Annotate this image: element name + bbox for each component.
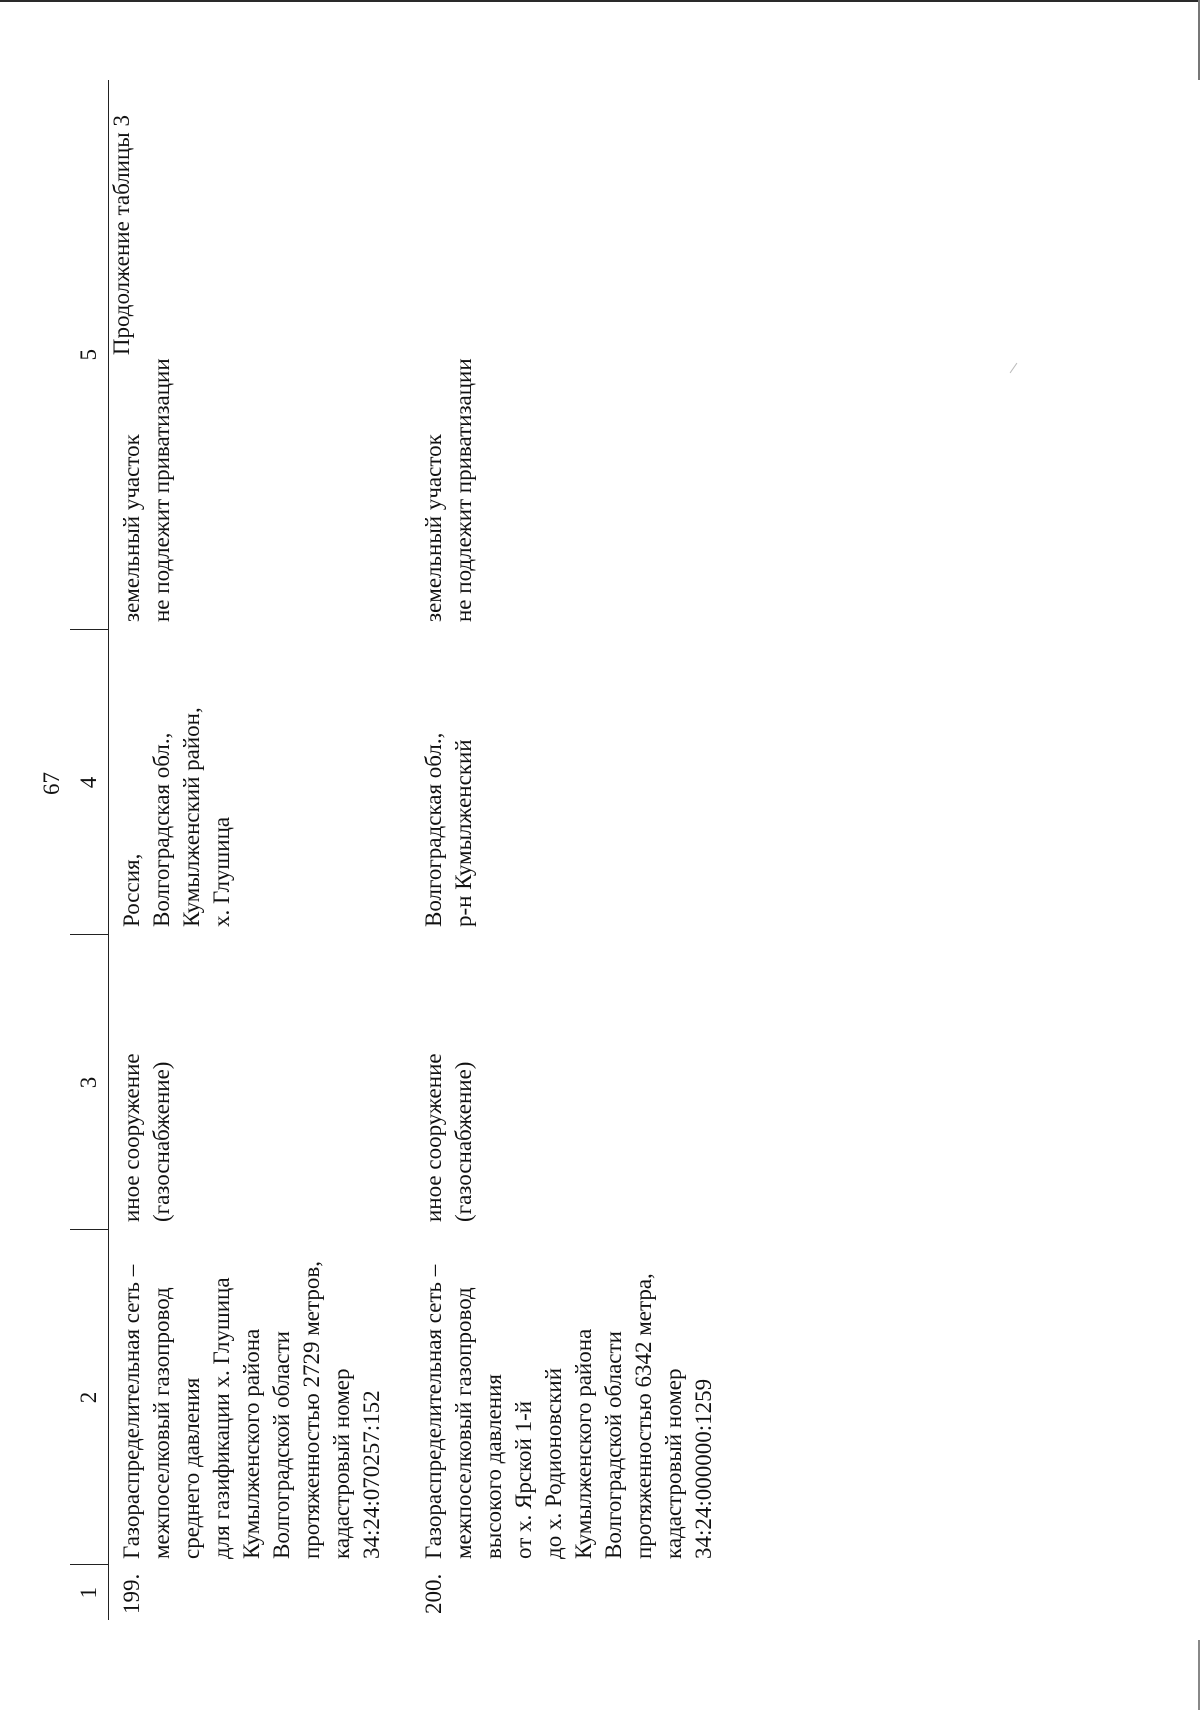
column-header: 2 — [70, 1230, 109, 1565]
object-location: Россия, Волгоградская обл., Кумылженский район, х. Глушица — [119, 707, 234, 927]
scan-edge-top — [0, 0, 1200, 2]
column-header: 1 — [70, 1565, 109, 1620]
object-location: Волгоградская обл., р-н Кумылженский — [421, 732, 476, 927]
page-number: 67 — [39, 772, 64, 795]
object-description: Газораспределительная сеть – межпоселковый газопровод среднего давления для газификации х. Глушица Кумылженского района Волгоградской области протяженностью 2729 метров, кадастровый номер 34:24:070257:152 — [119, 1261, 384, 1559]
column-header: 5 — [70, 80, 109, 630]
column-header: 4 — [70, 630, 109, 935]
object-note: земельный участок не подлежит приватизации — [421, 358, 476, 622]
object-note: земельный участок не подлежит приватизации — [119, 358, 174, 622]
object-description: Газораспределительная сеть – межпоселковый газопровод высокого давления от х. Ярской 1-й до х. Родионовский Кумылженского района Волгоградской области протяженностью 6342 метра, кадастровый номер 34:24:000000:1259 — [421, 1264, 716, 1559]
column-header: 3 — [70, 935, 109, 1230]
property-table — [70, 80, 719, 1620]
row-number: 200. — [421, 1573, 446, 1614]
document-page — [40, 80, 1050, 1620]
table-continuation-label: Продолжение таблицы 3 — [109, 115, 134, 356]
table-row — [387, 80, 719, 1620]
table-header-row — [70, 80, 109, 1620]
object-type: иное сооружение (газоснабжение) — [421, 1053, 476, 1222]
table-row — [109, 80, 388, 1620]
object-type: иное сооружение (газоснабжение) — [119, 1053, 174, 1222]
row-number: 199. — [119, 1573, 144, 1614]
